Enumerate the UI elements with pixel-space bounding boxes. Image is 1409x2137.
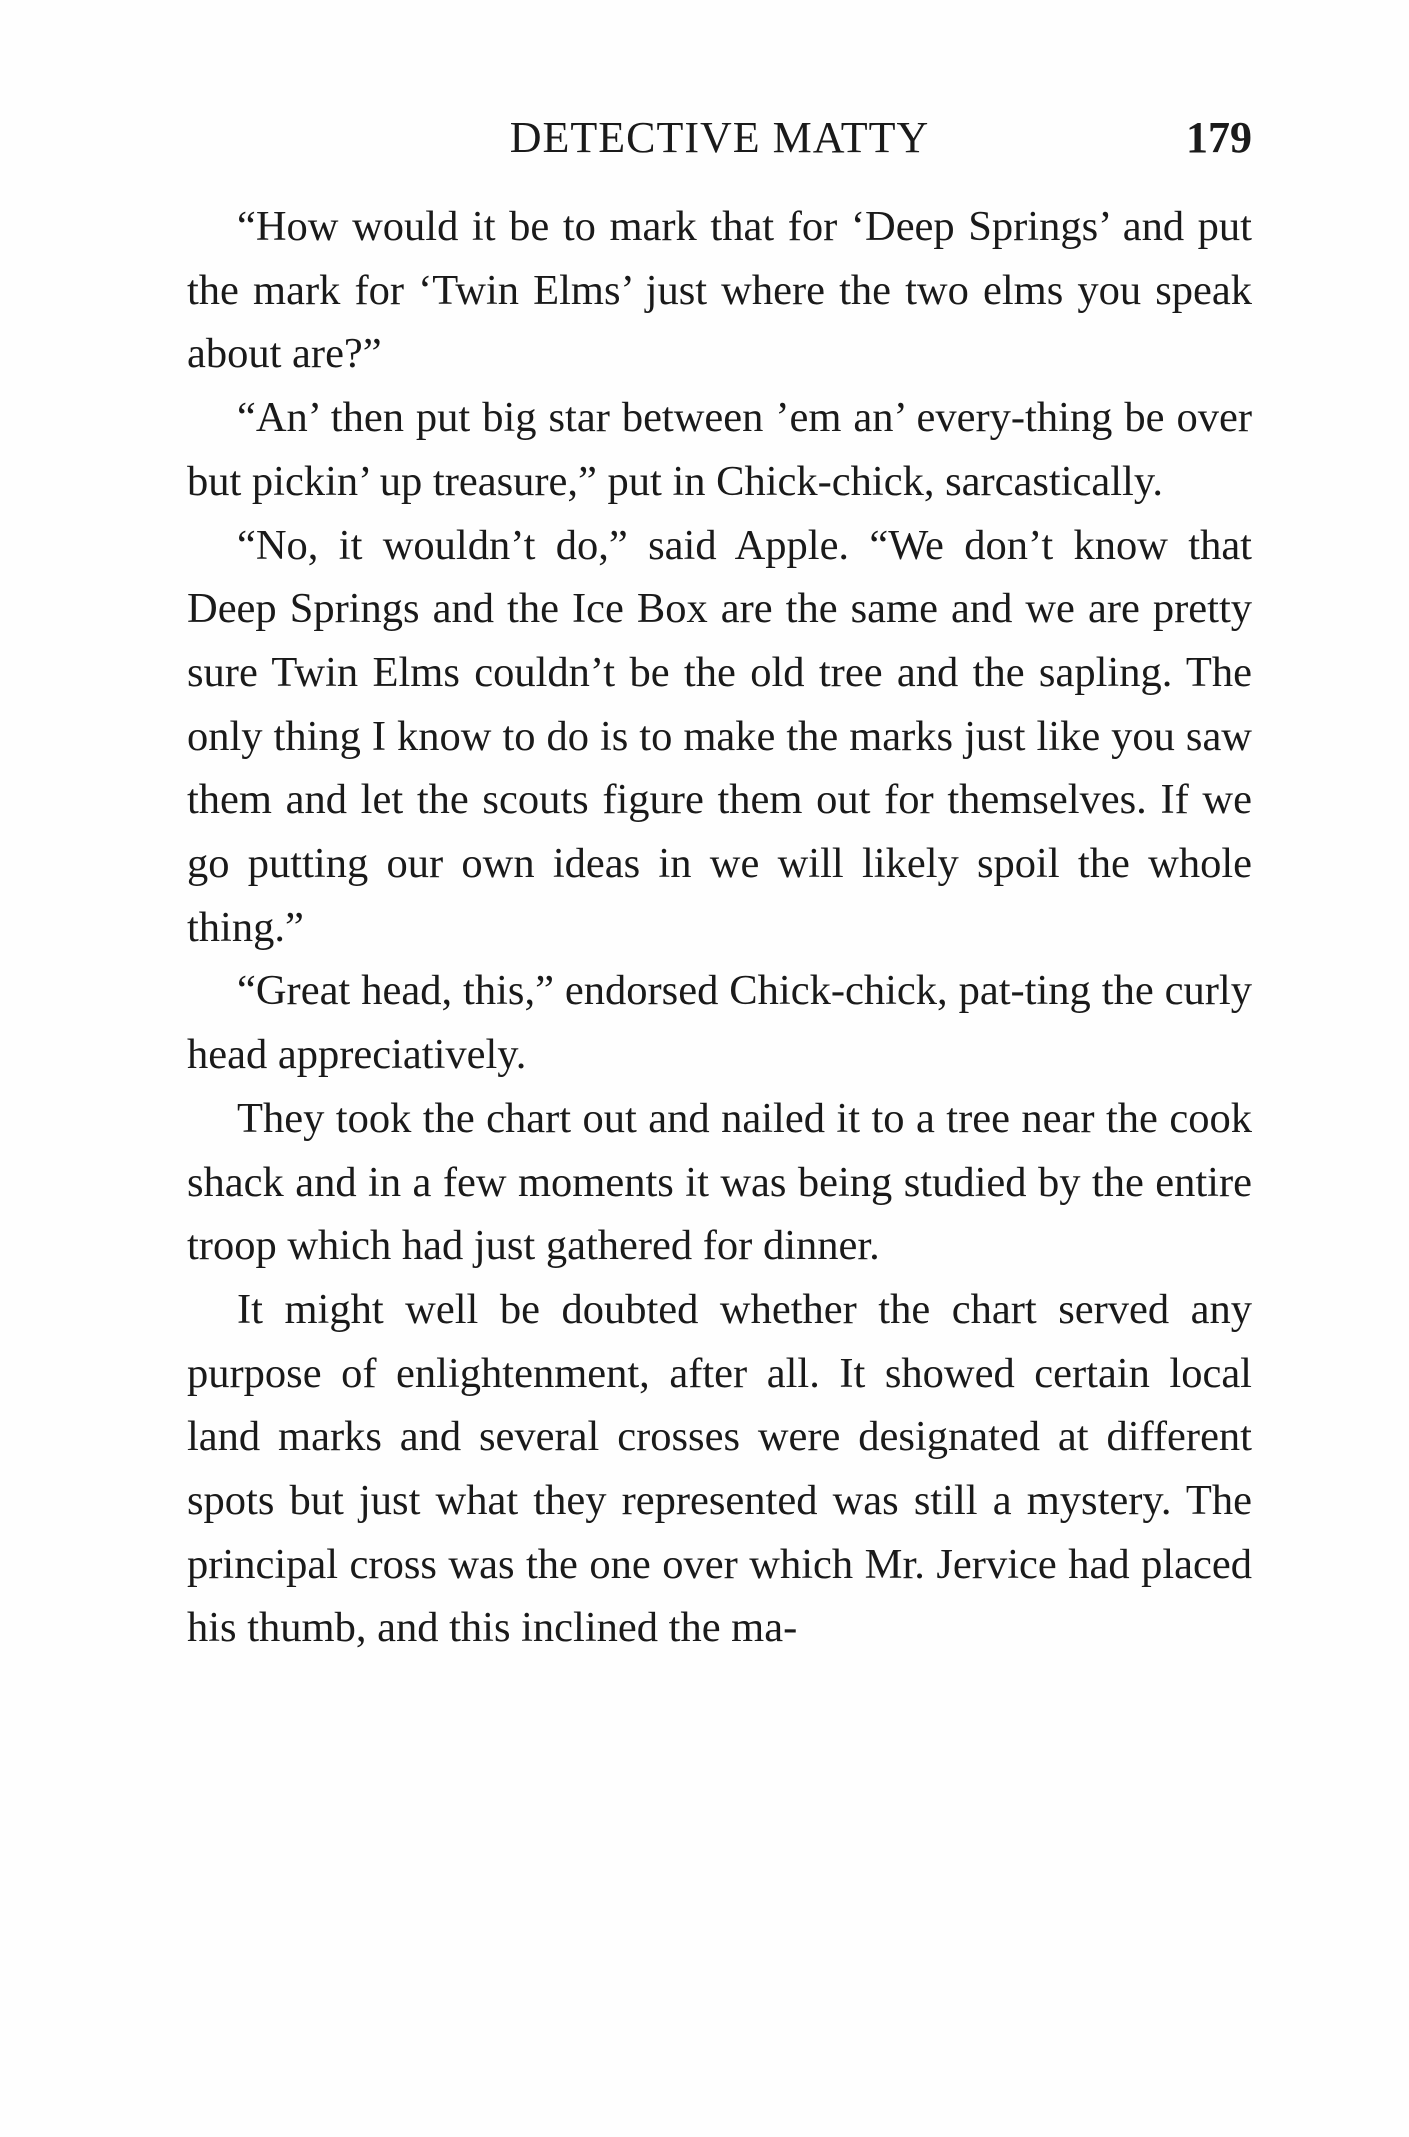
running-title: DETECTIVE MATTY [509, 113, 930, 162]
paragraph-1: “How would it be to mark that for ‘Deep Springs’ and put the mark for ‘Twin Elms’ just where the two elms you speak about are?” [187, 203, 1252, 378]
text-body [187, 195, 1252, 1660]
paragraph-6: It might well be doubted whether the chart served any purpose of enlightenment, after all. It showed certain local land marks and several crosses were designated at different spots but just what they represented was still a mystery. The principal cross was the one over which Mr. Jervice had placed his thumb, and this inclined the ma- [187, 1285, 1252, 1652]
paragraph-5: They took the chart out and nailed it to a tree near the cook shack and in a few moments it was being studied by the entire troop which had just gathered for dinner. [187, 1094, 1252, 1270]
paragraph-2: “An’ then put big star between ’em an’ every-thing be over but pickin’ up treasure,” put in Chick-chick, sarcastically. [187, 394, 1252, 505]
paragraph-4: “Great head, this,” endorsed Chick-chick, pat-ting the curly head appreciatively. [187, 967, 1252, 1079]
page-number: 179 [1186, 113, 1252, 162]
running-head [187, 108, 1252, 168]
paragraph-3: “No, it wouldn’t do,” said Apple. “We don’t know that Deep Springs and the Ice Box are the same and we are pretty sure Twin Elms couldn’t be the old tree and the sapling. The only thing I know to do is to make the marks just like you saw them and let the scouts figure them out for themselves. If we go putting our own ideas in we will likely spoil the whole thing.” [187, 521, 1252, 951]
